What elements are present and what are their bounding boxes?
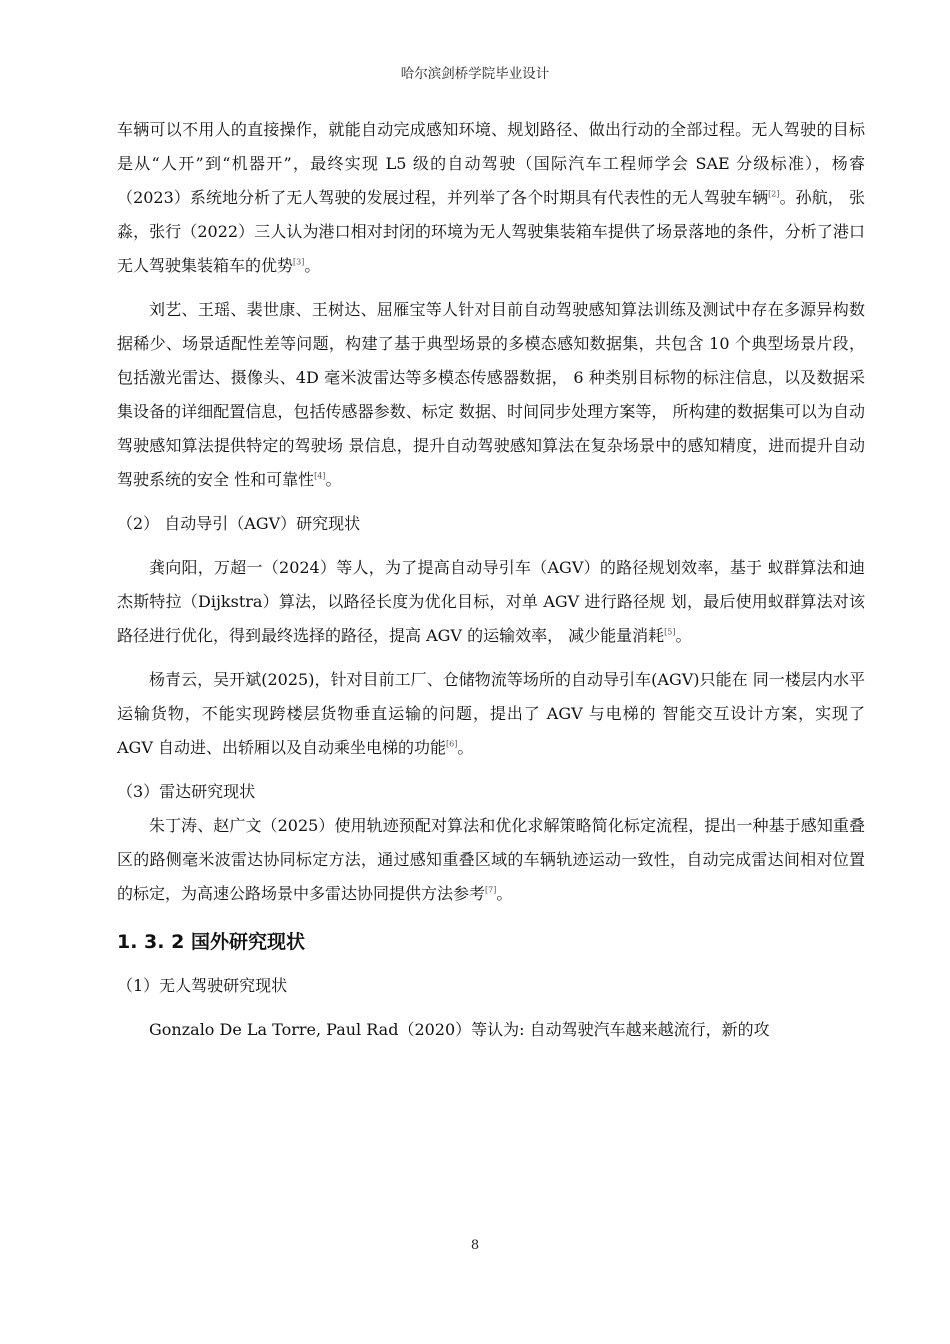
citation-ref: [4] (314, 471, 326, 481)
paragraph-tail: 。 (304, 256, 321, 275)
subheading-agv: （2） 自动导引（AGV）研究现状 (117, 514, 361, 533)
paragraph-unmanned-driving-overview (117, 113, 865, 283)
citation-ref: [5] (664, 627, 676, 637)
paragraph-text: 刘艺、王瑶、裴世康、王树达、屈雁宝等人针对目前自动驾驶感知算法训练及测试中存在多源异构数据稀少、场景适配性差等问题，构建了基于典型场景的多模态感知数据集，共包含 10 个典型场景片段，包括激光雷达、摄像头、4D 毫米波雷达等多模态传感器数据， 6 种类别目标物的标注信息，以及数据采集设备的详细配置信息，包括传感器参数、标定 数据、时间同步处理方案等， 所构建的数据集可以为自动驾驶感知算法提供特定的驾驶场 景信息，提升自动驾驶感知算法在复杂场景中的感知精度，进而提升自动驾驶系统的安全 性和可靠性 (117, 300, 865, 489)
paragraph-agv-path-planning (117, 551, 865, 653)
citation-ref: [7] (485, 885, 497, 895)
page-number: 8 (470, 1238, 480, 1253)
document-body (117, 113, 865, 1047)
citation-ref: [2] (768, 189, 780, 199)
subheading-unmanned-driving: （1）无人驾驶研究现状 (117, 976, 288, 995)
section-heading: 1. 3. 2 国外研究现状 (117, 931, 305, 953)
paragraph-foreign-research (117, 1013, 865, 1047)
subheading-radar: （3）雷达研究现状 (117, 782, 256, 801)
paragraph-tail: 。 (325, 470, 342, 489)
paragraph-agv-elevator (117, 663, 865, 765)
paragraph-tail: 。 (496, 884, 513, 903)
paragraph-text: 朱丁涛、赵广文（2025）使用轨迹预配对算法和优化求解策略简化标定流程，提出一种基于感知重叠区的路侧毫米波雷达协同标定方法，通过感知重叠区域的车辆轨迹运动一致性，自动完成雷达间相对位置的标定，为高速公路场景中多雷达协同提供方法参考 (117, 816, 865, 903)
paragraph-radar-calibration (117, 809, 865, 911)
citation-ref: [3] (293, 257, 305, 267)
paragraph-tail: 。 (457, 738, 474, 757)
paragraph-text: 车辆可以不用人的直接操作，就能自动完成感知环境、规划路径、做出行动的全部过程。无人驾驶的目标是从“人开”到“机器开”，最终实现 L5 级的自动驾驶（国际汽车工程师学会 SAE 分级标准），杨睿（2023）系统地分析了无人驾驶的发展过程，并列举了各个时期具有代表性的无人驾驶车辆 (117, 120, 865, 207)
paragraph-text: 杨青云，吴开斌(2025)，针对目前工厂、仓储物流等场所的自动导引车(AGV)只能在 同一楼层内水平运输货物，不能实现跨楼层货物垂直运输的问题，提出了 AGV 与电梯的 智能交互设计方案，实现了 AGV 自动进、出轿厢以及自动乘坐电梯的功能 (117, 670, 865, 757)
paragraph-text: Gonzalo De La Torre, Paul Rad（2020）等认为: 自动驾驶汽车越来越流行，新的攻 (149, 1020, 770, 1039)
paragraph-perception-dataset (117, 293, 865, 497)
paragraph-text: 龚向阳，万超一（2024）等人，为了提高自动导引车（AGV）的路径规划效率，基于 蚁群算法和迪杰斯特拉（Dijkstra）算法，以路径长度为优化目标，对单 AGV 进行路径规 划，最后使用蚁群算法对该路径进行优化，得到最终选择的路径，提高 AGV 的运输效率， 减少能量消耗 (117, 558, 865, 645)
paragraph-text: 。孙航， 张淼，张行（2022）三人认为港口相对封闭的环境为无人驾驶集装箱车提供了场景落地的条件，分析了港口无人驾驶集装箱车的优势 (117, 188, 865, 275)
citation-ref: [6] (445, 739, 458, 749)
paragraph-tail: 。 (675, 626, 692, 645)
page-header: 哈尔滨剑桥学院毕业设计 (400, 66, 550, 82)
